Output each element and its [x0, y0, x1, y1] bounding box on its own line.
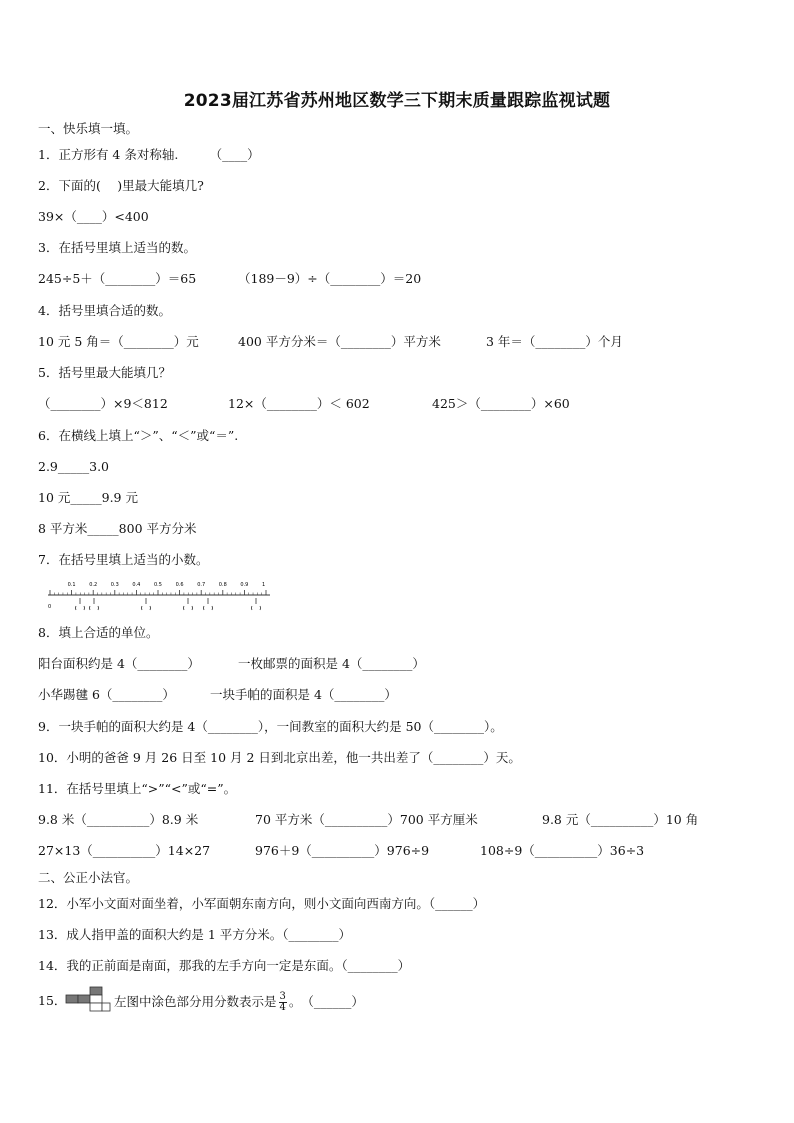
question-5-b: 12×（________）＜ 602: [228, 396, 370, 411]
number-line-tick-label: 0.5: [154, 582, 162, 588]
grid-cell-shaded: [66, 995, 78, 1003]
fraction-denominator: 4: [279, 1002, 286, 1013]
question-5: 5．括号里最大能填几？: [38, 365, 171, 380]
question-6-b: 10 元_____9.9 元: [38, 490, 138, 505]
question-12: 12．小军小文面对面坐着，小军面朝东南方向，则小文面向西南方向。（______）: [38, 896, 486, 911]
number-line-tick-label: 0.6: [175, 582, 184, 588]
section-heading-1: 一、快乐填一填。: [38, 121, 139, 136]
number-line-tick-label: 0.8: [218, 582, 227, 588]
grid-cell-shaded: [90, 987, 102, 995]
question-10: 10．小明的爸爸 9 月 26 日至 10 月 2 日到北京出差，他一共出差了（________）天。: [38, 750, 521, 765]
question-2-line: 39×（____）<400: [38, 209, 149, 224]
question-4-b: 400 平方分米＝（________）平方米: [238, 334, 441, 349]
question-11-a: 9.8 米（__________）8.9 米: [38, 812, 199, 827]
question-8: 8．填上合适的单位。: [38, 625, 159, 640]
question-9: 9．一块手帕的面积大约是 4（________），一间教室的面积大约是 50（________）。: [38, 719, 503, 734]
question-4-a: 10 元 5 角＝（________）元: [38, 334, 199, 349]
question-3-a: 245÷5＋（________）＝65: [38, 271, 197, 286]
number-line-figure: [46, 580, 276, 616]
question-5-a: （________）×9＜812: [38, 396, 168, 411]
number-line-tick-label: 0.3: [110, 582, 119, 588]
question-14: 14．我的正前面是南面，那我的左手方向一定是东面。（________）: [38, 958, 411, 973]
number-line-tick-label: 0.9: [240, 582, 249, 588]
question-6-c: 8 平方米_____800 平方分米: [38, 521, 197, 536]
question-11-d: 27×13（__________）14×27: [38, 843, 211, 858]
question-4: 4．括号里填合适的数。: [38, 303, 171, 318]
grid-cell: [90, 1003, 102, 1011]
question-11-f: 108÷9（__________）36÷3: [480, 843, 645, 858]
number-line-ticks: [50, 590, 266, 595]
question-11-e: 976＋9（__________）976÷9: [255, 843, 430, 858]
question-8-b: 一枚邮票的面积是 4（________）: [238, 656, 425, 671]
fraction: [279, 992, 287, 1013]
number-line-tick-label: 1: [262, 582, 266, 588]
question-11-c: 9.8 元（__________）10 角: [542, 812, 699, 827]
question-1: 1．正方形有 4 条对称轴. （____）: [38, 147, 260, 162]
question-13: 13．成人指甲盖的面积大约是 1 平方分米。（________）: [38, 927, 352, 942]
section-heading-2: 二、公正小法官。: [38, 870, 139, 885]
question-3: 3．在括号里填上适当的数。: [38, 240, 196, 255]
question-6: 6．在横线上填上“＞”、“＜”或“＝”.: [38, 428, 239, 443]
question-15-text: 左图中涂色部分用分数表示是: [114, 994, 277, 1009]
question-2: 2．下面的( )里最大能填几?: [38, 178, 204, 193]
number-line-tick-label: 0.4: [132, 582, 141, 588]
grid-cell: [90, 995, 102, 1003]
question-5-c: 425＞（________）×60: [432, 396, 570, 411]
question-6-a: 2.9_____3.0: [38, 459, 110, 474]
number-line-arrows: [76, 598, 261, 610]
question-7: 7．在括号里填上适当的小数。: [38, 552, 209, 567]
question-15-tail: 。 （______）: [288, 994, 364, 1009]
number-line-tick-label: 0.7: [197, 582, 206, 588]
grid-cell-shaded: [78, 995, 90, 1003]
fraction-numerator: 3: [279, 991, 286, 1002]
question-3-b: （189－9）÷（________）＝20: [238, 271, 422, 286]
shaded-grid-figure: [64, 985, 112, 1019]
number-line-labels: [68, 582, 266, 588]
number-line-tick-label: 0.1: [67, 582, 76, 588]
number-line-zero: 0: [48, 604, 52, 610]
question-11: 11．在括号里填上“>”“<”或“=”。: [38, 781, 237, 796]
question-8-c: 小华踢毽 6（________）: [38, 687, 175, 702]
number-line-tick-label: 0.2: [89, 582, 98, 588]
question-15-line: [114, 992, 364, 1013]
grid-cell: [102, 1003, 110, 1011]
question-8-d: 一块手帕的面积是 4（________）: [210, 687, 397, 702]
question-11-b: 70 平方米（__________）700 平方厘米: [255, 812, 478, 827]
question-4-c: 3 年＝（________）个月: [486, 334, 623, 349]
page-title: 2023届江苏省苏州地区数学三下期末质量跟踪监视试题: [183, 91, 611, 111]
question-15-number: 15．: [38, 993, 67, 1008]
question-8-a: 阳台面积约是 4（________）: [38, 656, 200, 671]
